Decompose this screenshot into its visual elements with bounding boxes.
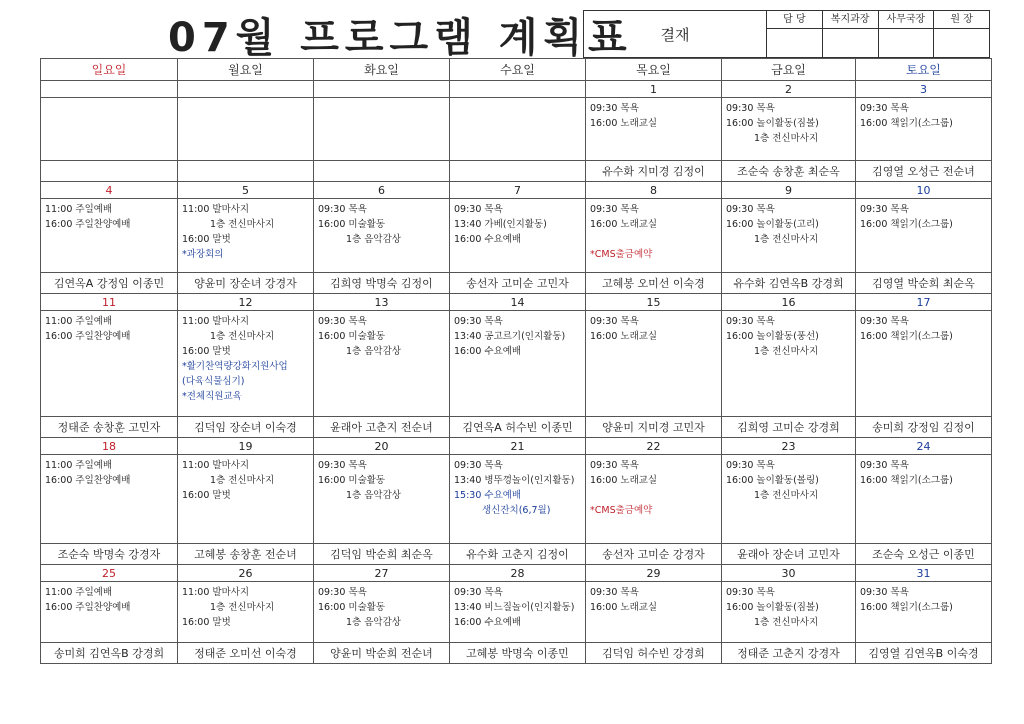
event-item: 1층 전신마사지	[754, 617, 819, 628]
date-cell: 31	[856, 565, 992, 582]
staff-cell	[450, 161, 586, 182]
week-date-row	[41, 294, 992, 311]
event-item: 15:30 수요예배	[454, 490, 522, 501]
event-list	[178, 199, 313, 262]
event-item: 16:00 주일찬양예배	[45, 331, 131, 342]
staff-cell: 김연옥A 허수빈 이종민	[450, 417, 586, 438]
staff-cell: 송선자 고미순 고민자	[450, 273, 586, 294]
event-item: 16:00 주일찬양예배	[45, 219, 131, 230]
event-item: 16:00 노래교실	[590, 331, 658, 342]
date-cell: 23	[722, 438, 856, 455]
event-item: 1층 전신마사지	[210, 331, 275, 342]
date-cell: 20	[314, 438, 450, 455]
event-item: 09:30 목욕	[590, 204, 639, 215]
event-list	[722, 311, 855, 359]
event-item: *전체직원교육	[182, 391, 242, 402]
event-item: 09:30 목욕	[454, 204, 503, 215]
week-date-row	[41, 565, 992, 582]
event-item: 13:40 병뚜껑놀이(인지활동)	[454, 475, 575, 486]
date-cell: 15	[586, 294, 722, 311]
event-item: 1층 음악감상	[346, 490, 401, 501]
event-list	[41, 311, 177, 344]
week-events-row	[41, 311, 992, 417]
day-events-cell[interactable]	[178, 582, 314, 643]
event-item: 09:30 목욕	[860, 587, 909, 598]
staff-cell	[41, 161, 178, 182]
event-item: 11:00 주일예배	[45, 316, 113, 327]
date-cell: 11	[41, 294, 178, 311]
event-item: 16:00 미술활동	[318, 475, 386, 486]
date-cell: 27	[314, 565, 450, 582]
day-events-cell[interactable]	[41, 98, 178, 161]
event-item: 16:00 놀이활동(볼링)	[726, 475, 819, 486]
staff-cell: 조순숙 송창훈 최순옥	[722, 161, 856, 182]
date-cell: 16	[722, 294, 856, 311]
date-cell: 9	[722, 182, 856, 199]
event-list	[722, 98, 855, 146]
event-item: 16:00 책읽기(소그룹)	[860, 475, 953, 486]
event-item	[590, 232, 721, 247]
event-item: 1층 전신마사지	[210, 475, 275, 486]
event-item: 1층 전신마사지	[210, 602, 275, 613]
event-list	[586, 455, 721, 518]
event-item: 1층 음악감상	[346, 346, 401, 357]
week-date-row	[41, 438, 992, 455]
weekday-header: 금요일	[722, 59, 856, 81]
event-item: 16:00 수요예배	[454, 234, 522, 245]
event-item: 09:30 목욕	[590, 316, 639, 327]
date-cell: 19	[178, 438, 314, 455]
staff-cell: 유수화 고춘지 김정이	[450, 544, 586, 565]
event-item: 16:00 노래교실	[590, 219, 658, 230]
staff-cell: 김영열 오성근 전순녀	[856, 161, 992, 182]
date-cell: 2	[722, 81, 856, 98]
signature-cell[interactable]	[767, 29, 822, 57]
day-events-cell[interactable]	[178, 311, 314, 417]
staff-cell: 양윤미 장순녀 강경자	[178, 273, 314, 294]
event-item: 1층 음악감상	[346, 234, 401, 245]
event-item: 09:30 목욕	[726, 103, 775, 114]
event-item: 16:00 주일찬양예배	[45, 475, 131, 486]
week-events-row	[41, 98, 992, 161]
day-events-cell[interactable]	[722, 311, 856, 417]
event-item	[590, 488, 721, 503]
staff-cell: 정태준 오미선 이숙경	[178, 643, 314, 664]
calendar-body	[41, 81, 992, 664]
event-item: 16:00 노래교실	[590, 602, 658, 613]
staff-cell: 송미희 강정임 김정이	[856, 417, 992, 438]
date-cell: 6	[314, 182, 450, 199]
event-list	[41, 582, 177, 615]
date-cell: 3	[856, 81, 992, 98]
week-date-row	[41, 81, 992, 98]
event-item: (다육식물심기)	[182, 376, 245, 387]
event-item: 16:00 놀이활동(풍선)	[726, 331, 819, 342]
event-list	[450, 199, 585, 247]
event-item: 11:00 발마사지	[182, 316, 250, 327]
week-staff-row	[41, 544, 992, 565]
event-list	[856, 199, 991, 232]
staff-cell: 조순숙 박명숙 강경자	[41, 544, 178, 565]
weekday-header: 화요일	[314, 59, 450, 81]
date-cell: 14	[450, 294, 586, 311]
event-list	[178, 582, 313, 630]
signature-cell[interactable]	[879, 29, 934, 57]
event-list	[586, 582, 721, 615]
staff-cell: 김영열 김연옥B 이숙경	[856, 643, 992, 664]
event-item: *CMS출금예약	[590, 505, 653, 516]
event-list	[856, 98, 991, 131]
staff-cell: 김희영 박명숙 김정이	[314, 273, 450, 294]
event-item: 16:00 말벗	[182, 346, 231, 357]
date-cell: 18	[41, 438, 178, 455]
day-events-cell[interactable]	[586, 311, 722, 417]
staff-cell: 고혜봉 송창훈 전순녀	[178, 544, 314, 565]
event-list	[314, 311, 449, 359]
approval-role	[934, 11, 989, 57]
event-item: 09:30 목욕	[454, 460, 503, 471]
date-cell: 26	[178, 565, 314, 582]
event-item: 16:00 놀이활동(짐볼)	[726, 118, 819, 129]
day-events-cell[interactable]	[41, 311, 178, 417]
event-item: 09:30 목욕	[590, 587, 639, 598]
weekday-header: 월요일	[178, 59, 314, 81]
date-cell: 22	[586, 438, 722, 455]
event-item: 16:00 미술활동	[318, 219, 386, 230]
date-cell: 13	[314, 294, 450, 311]
day-events-cell[interactable]	[450, 311, 586, 417]
staff-cell: 정태준 고춘지 강경자	[722, 643, 856, 664]
event-list	[856, 582, 991, 615]
staff-cell: 유수화 지미경 김정이	[586, 161, 722, 182]
event-list	[450, 311, 585, 359]
event-item: 09:30 목욕	[318, 460, 367, 471]
approval-role	[767, 11, 823, 57]
staff-cell: 고혜봉 박명숙 이종민	[450, 643, 586, 664]
event-item: *활기찬역량강화지원사업	[182, 361, 288, 372]
event-list	[856, 455, 991, 488]
weekday-header: 목요일	[586, 59, 722, 81]
date-cell	[450, 81, 586, 98]
event-list	[314, 582, 449, 630]
event-item: 16:00 주일찬양예배	[45, 602, 131, 613]
event-list	[450, 582, 585, 630]
event-item: *과장회의	[182, 249, 224, 260]
event-list	[178, 455, 313, 503]
event-list	[41, 199, 177, 232]
event-list	[450, 455, 585, 518]
staff-cell: 김덕임 장순녀 이숙경	[178, 417, 314, 438]
event-list	[856, 311, 991, 344]
event-list	[450, 98, 585, 101]
staff-cell: 정태준 송창훈 고민자	[41, 417, 178, 438]
week-events-row	[41, 199, 992, 273]
day-events-cell[interactable]	[314, 582, 450, 643]
event-item: *CMS출금예약	[590, 249, 653, 260]
date-cell: 1	[586, 81, 722, 98]
day-events-cell[interactable]	[178, 455, 314, 544]
approval-label: 결재	[584, 11, 767, 57]
event-list	[41, 455, 177, 488]
event-item: 13:40 비느질놀이(인지활동)	[454, 602, 575, 613]
event-item: 16:00 미술활동	[318, 602, 386, 613]
day-events-cell[interactable]	[856, 311, 992, 417]
date-cell	[178, 81, 314, 98]
day-events-cell[interactable]	[178, 98, 314, 161]
staff-cell: 김영열 박순희 최순옥	[856, 273, 992, 294]
approval-box	[583, 10, 990, 58]
event-item: 09:30 목욕	[726, 460, 775, 471]
day-events-cell[interactable]	[450, 455, 586, 544]
staff-cell: 김연옥A 강정임 이종민	[41, 273, 178, 294]
page-title: 07월 프로그램 계획표	[168, 15, 633, 61]
event-item: 16:00 노래교실	[590, 118, 658, 129]
date-cell: 29	[586, 565, 722, 582]
weekday-header: 토요일	[856, 59, 992, 81]
event-item: 11:00 발마사지	[182, 204, 250, 215]
approval-role-label: 복지과장	[823, 11, 878, 29]
date-cell: 28	[450, 565, 586, 582]
day-events-cell[interactable]	[450, 582, 586, 643]
weekday-header-row	[41, 59, 992, 81]
weekday-header: 수요일	[450, 59, 586, 81]
approval-role	[879, 11, 935, 57]
event-item: 11:00 발마사지	[182, 460, 250, 471]
staff-cell: 양윤미 지미경 고민자	[586, 417, 722, 438]
event-item: 16:00 수요예배	[454, 346, 522, 357]
event-item: 1층 전신마사지	[210, 219, 275, 230]
staff-cell: 김덕임 박순희 최순옥	[314, 544, 450, 565]
event-item: 1층 전신마사지	[754, 490, 819, 501]
day-events-cell[interactable]	[856, 582, 992, 643]
event-item: 09:30 목욕	[590, 103, 639, 114]
event-item: 13:40 가베(인지활동)	[454, 219, 547, 230]
day-events-cell[interactable]	[856, 98, 992, 161]
event-item: 09:30 목욕	[454, 587, 503, 598]
day-events-cell[interactable]	[586, 199, 722, 273]
calendar-table	[40, 58, 992, 664]
staff-cell	[314, 161, 450, 182]
event-item: 16:00 책읽기(소그룹)	[860, 602, 953, 613]
week-staff-row	[41, 417, 992, 438]
staff-cell	[178, 161, 314, 182]
staff-cell: 윤래아 장순녀 고민자	[722, 544, 856, 565]
week-events-row	[41, 582, 992, 643]
weekday-header: 일요일	[41, 59, 178, 81]
event-item: 09:30 목욕	[860, 316, 909, 327]
event-item: 1층 전신마사지	[754, 346, 819, 357]
event-list	[722, 199, 855, 247]
date-cell: 24	[856, 438, 992, 455]
staff-cell: 고혜봉 오미선 이숙경	[586, 273, 722, 294]
date-cell: 10	[856, 182, 992, 199]
event-item: 16:00 노래교실	[590, 475, 658, 486]
event-item: 11:00 발마사지	[182, 587, 250, 598]
event-item: 1층 전신마사지	[754, 234, 819, 245]
event-list	[586, 199, 721, 262]
event-item: 16:00 책읽기(소그룹)	[860, 118, 953, 129]
event-list	[41, 98, 177, 101]
week-staff-row	[41, 643, 992, 664]
date-cell: 8	[586, 182, 722, 199]
event-item: 09:30 목욕	[726, 316, 775, 327]
day-events-cell[interactable]	[586, 98, 722, 161]
staff-cell: 송미희 김연옥B 강경희	[41, 643, 178, 664]
day-events-cell[interactable]	[41, 199, 178, 273]
date-cell: 7	[450, 182, 586, 199]
signature-cell[interactable]	[823, 29, 878, 57]
event-list	[314, 98, 449, 101]
event-list	[314, 199, 449, 247]
day-events-cell[interactable]	[722, 98, 856, 161]
event-item: 13:40 공고르기(인지활동)	[454, 331, 566, 342]
date-cell: 25	[41, 565, 178, 582]
day-events-cell[interactable]	[450, 199, 586, 273]
day-events-cell[interactable]	[450, 98, 586, 161]
event-item: 09:30 목욕	[318, 204, 367, 215]
date-cell: 21	[450, 438, 586, 455]
day-events-cell[interactable]	[314, 199, 450, 273]
date-cell	[314, 81, 450, 98]
day-events-cell[interactable]	[178, 199, 314, 273]
event-item: 1층 음악감상	[346, 617, 401, 628]
staff-cell: 유수화 김연옥B 강경희	[722, 273, 856, 294]
date-cell: 5	[178, 182, 314, 199]
day-events-cell[interactable]	[722, 582, 856, 643]
approval-role-label: 사무국장	[879, 11, 934, 29]
event-item: 09:30 목욕	[860, 204, 909, 215]
date-cell: 4	[41, 182, 178, 199]
event-item: 11:00 주일예배	[45, 587, 113, 598]
event-item: 생신잔치(6,7월)	[482, 505, 551, 516]
event-item: 1층 전신마사지	[754, 133, 819, 144]
day-events-cell[interactable]	[586, 582, 722, 643]
day-events-cell[interactable]	[586, 455, 722, 544]
date-cell: 30	[722, 565, 856, 582]
event-item: 16:00 책읽기(소그룹)	[860, 331, 953, 342]
approval-role-label: 담 당	[767, 11, 822, 29]
event-item: 09:30 목욕	[860, 103, 909, 114]
event-list	[722, 582, 855, 630]
staff-cell: 김희영 고미순 강경희	[722, 417, 856, 438]
day-events-cell[interactable]	[314, 98, 450, 161]
day-events-cell[interactable]	[41, 455, 178, 544]
event-list	[586, 311, 721, 344]
event-item: 16:00 말벗	[182, 490, 231, 501]
approval-role-label: 원 장	[934, 11, 989, 29]
day-events-cell[interactable]	[314, 311, 450, 417]
day-events-cell[interactable]	[722, 199, 856, 273]
event-list	[586, 98, 721, 131]
staff-cell: 양윤미 박순희 전순녀	[314, 643, 450, 664]
event-item: 09:30 목욕	[726, 587, 775, 598]
day-events-cell[interactable]	[856, 199, 992, 273]
event-item: 16:00 말벗	[182, 617, 231, 628]
signature-cell[interactable]	[934, 29, 989, 57]
staff-cell: 조순숙 오성근 이종민	[856, 544, 992, 565]
week-date-row	[41, 182, 992, 199]
event-item: 16:00 책읽기(소그룹)	[860, 219, 953, 230]
event-item: 09:30 목욕	[726, 204, 775, 215]
event-list	[314, 455, 449, 503]
week-staff-row	[41, 161, 992, 182]
event-item: 16:00 말벗	[182, 234, 231, 245]
event-list	[722, 455, 855, 503]
approval-role	[823, 11, 879, 57]
event-item: 11:00 주일예배	[45, 460, 113, 471]
event-list	[178, 98, 313, 101]
week-events-row	[41, 455, 992, 544]
event-item: 16:00 수요예배	[454, 617, 522, 628]
day-events-cell[interactable]	[314, 455, 450, 544]
event-item: 16:00 놀이활동(고리)	[726, 219, 819, 230]
event-item: 09:30 목욕	[318, 316, 367, 327]
event-item: 09:30 목욕	[860, 460, 909, 471]
event-list	[178, 311, 313, 404]
day-events-cell[interactable]	[41, 582, 178, 643]
week-staff-row	[41, 273, 992, 294]
staff-cell: 김덕임 허수빈 강경희	[586, 643, 722, 664]
event-item: 16:00 미술활동	[318, 331, 386, 342]
date-cell	[41, 81, 178, 98]
day-events-cell[interactable]	[722, 455, 856, 544]
date-cell: 17	[856, 294, 992, 311]
event-item: 09:30 목욕	[454, 316, 503, 327]
event-item: 11:00 주일예배	[45, 204, 113, 215]
event-item: 09:30 목욕	[318, 587, 367, 598]
event-item: 09:30 목욕	[590, 460, 639, 471]
date-cell: 12	[178, 294, 314, 311]
day-events-cell[interactable]	[856, 455, 992, 544]
staff-cell: 윤래아 고춘지 전순녀	[314, 417, 450, 438]
staff-cell: 송선자 고미순 강경자	[586, 544, 722, 565]
event-item: 16:00 놀이활동(짐볼)	[726, 602, 819, 613]
